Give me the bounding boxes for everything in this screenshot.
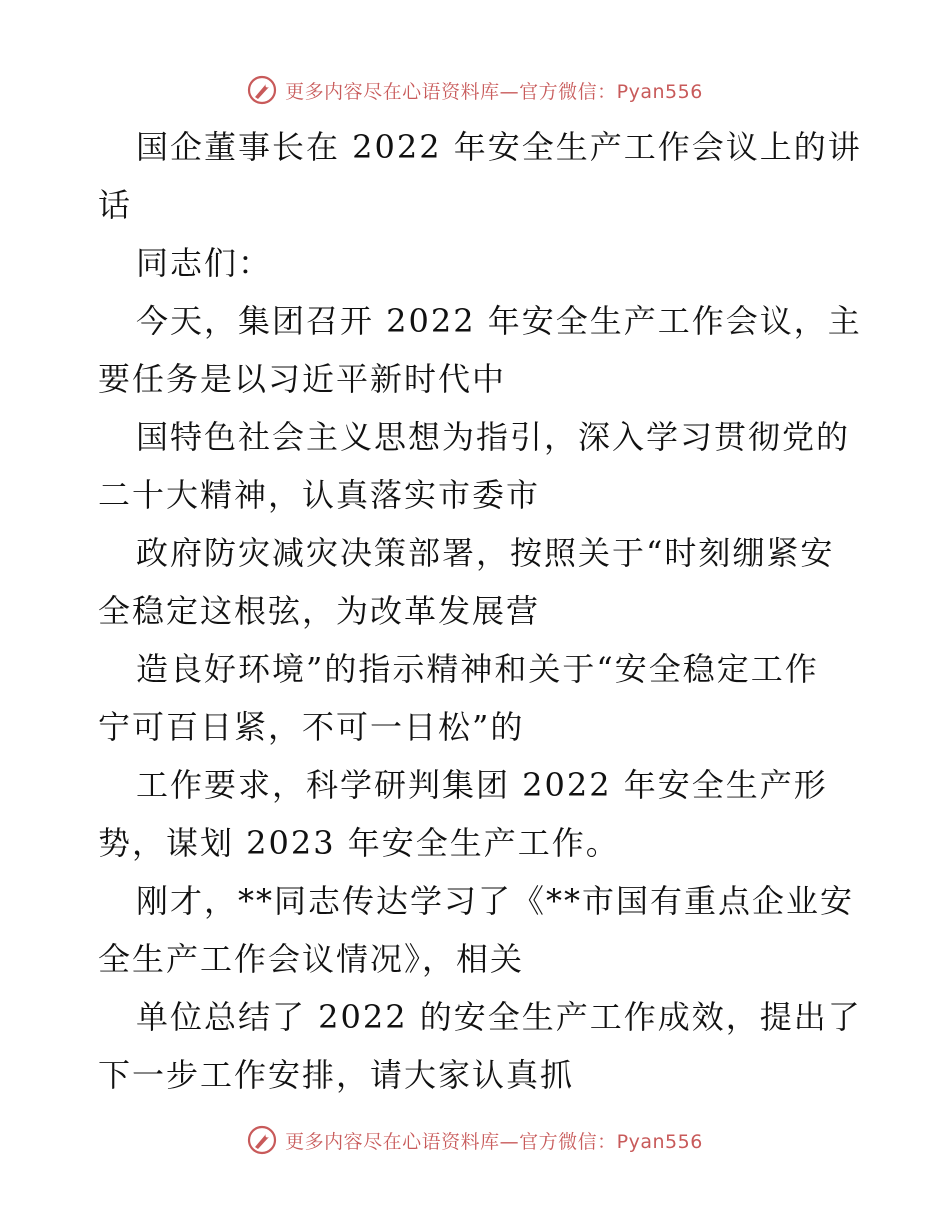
paragraph-line: 刚才，**同志传达学习了《**市国有重点企业安 <box>136 882 855 920</box>
header-watermark-text: 更多内容尽在心语资料库—官方微信：Pyan556 <box>285 80 703 103</box>
paragraph-line: 国特色社会主义思想为指引，深入学习贯彻党的 <box>136 418 851 456</box>
document-body <box>98 118 862 1104</box>
paragraph-line: 全生产工作会议情况》，相关 <box>98 940 525 978</box>
salutation: 同志们： <box>136 244 273 282</box>
title-line-1: 国企董事长在 2022 年安全生产工作会议上的讲 <box>136 128 862 166</box>
paragraph-line: 势，谋划 2023 年安全生产工作。 <box>98 824 620 862</box>
header-watermark-banner <box>0 70 950 110</box>
paragraph-line: 政府防灾减灾决策部署，按照关于“时刻绷紧安 <box>136 534 835 572</box>
paragraph-line: 工作要求，科学研判集团 2022 年安全生产形 <box>136 766 828 804</box>
paragraph-line: 要任务是以习近平新时代中 <box>98 360 507 398</box>
title-line-2: 话 <box>98 186 133 224</box>
footer-watermark-banner <box>0 1120 950 1160</box>
footer-watermark-text: 更多内容尽在心语资料库—官方微信：Pyan556 <box>285 1130 703 1153</box>
paragraph-line: 宁可百日紧，不可一日松”的 <box>98 708 525 746</box>
paragraph-line: 下一步工作安排，请大家认真抓 <box>98 1056 575 1094</box>
paragraph-line: 二十大精神，认真落实市委市 <box>98 476 541 514</box>
paragraph-line: 造良好环境”的指示精神和关于“安全稳定工作 <box>136 650 819 688</box>
pen-nib-circle-icon <box>247 1125 277 1155</box>
paragraph-line: 全稳定这根弦，为改革发展营 <box>98 592 541 630</box>
paragraph-line: 单位总结了 2022 的安全生产工作成效，提出了 <box>136 998 862 1036</box>
paragraph-line: 今天，集团召开 2022 年安全生产工作会议，主 <box>136 302 862 340</box>
pen-nib-circle-icon <box>247 75 277 105</box>
